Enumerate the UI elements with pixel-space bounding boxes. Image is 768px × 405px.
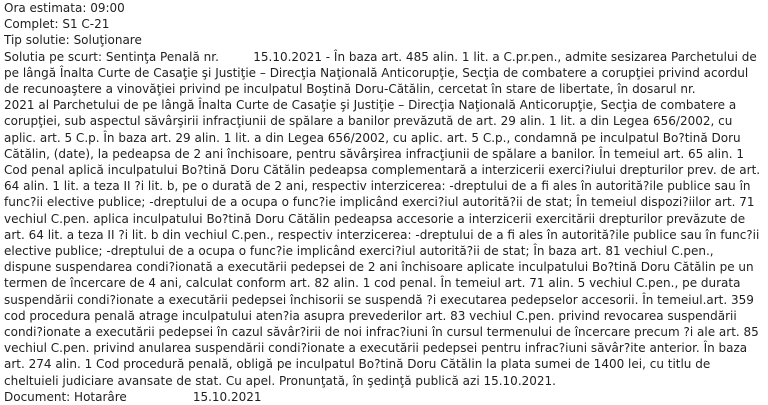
- document-row: [4, 389, 768, 405]
- solutia-pe-scurt-text: Sentinţa Penală nr. 15.10.2021 - În baza art. 485 alin. 1 lit. a C.pr.pen., admite sesizarea Parchetului de pe lângă Înalta Curte de Casaţie şi Justiţie – Direcţia Naţională Anticorupţie, Secţia de combatere a corupţiei privind acordul de recunoaştere a vinovăţiei privind pe inculpatul Boştină Doru-Cătălin, cercetat în stare de libertate, în dosarul nr. 2021 al Parchetului de pe lângă Înalta Curte de Casaţie şi Justiţie – Direcţia Naţională Anticorupţie, Secţia de combatere a corupţiei, sub aspectul săvârşirii infracţiunii de spălare a banilor prevăzută de art. 29 alin. 1 lit. a din Legea 656/2002, cu aplic. art. 5 C.p. În baza art. 29 alin. 1 lit. a din Legea 656/2002, cu aplic. art. 5 C.p., condamnă pe inculpatul Bo?tină Doru Cătălin, (date), la pedeapsa de 2 ani închisoare, pentru săvârşirea infracţiunii de spălare a banilor. În temeiul art. 65 alin. 1 Cod penal aplică inculpatului Bo?tină Doru Cătălin pedeapsa complementară a interzicerii exerci?iului drepturilor prev. de art. 64 alin. 1 lit. a teza II ?i lit. b, pe o durată de 2 ani, respectiv interzicerea: -dreptului de a fi ales în autorită?ile publice sau în func?ii elective publice; -dreptului de a ocupa o func?ie implicând exerci?iul autorită?ii de stat; În temeiul dispozi?iilor art. 71 vechiul C.pen. aplica inculpatului Bo?tină Doru Cătălin pedeapsa accesorie a interzicerii exercitării drepturilor prevăzute de art. 64 lit. a teza II ?i lit. b din vechiul C.pen., respectiv interzicerea: -dreptului de a fi ales în autorită?ile publice sau în func?ii elective publice; -dreptului de a ocupa o func?ie implicând exerci?iul autorită?ii de stat; În baza art. 81 vechiul C.pen., dispune suspendarea condi?ionată a executării pedepsei de 2 ani închisoare aplicate inculpatului Bo?tină Doru Cătălin pe un termen de încercare de 4 ani, calculat conform art. 82 alin. 1 cod penal. În temeiul art. 71 alin. 5 vechiul C.pen., pe durata suspendării condi?ionate a executării pedepsei închisorii se suspendă ?i executarea pedepselor accesorii. În temeiul.art. 359 cod procedura penală atrage inculpatului aten?ia asupra prevederilor art. 83 vechiul C.pen. privind revocarea suspendării condi?ionate a executării pedepsei în cazul săvâr?irii de noi infrac?iuni în cursul termenului de încercare precum ?i ale art. 85 vechiul C.pen. privind anularea suspendării condi?ionate a executării pedepsei pentru infrac?iuni săvâr?ite anterior. În baza art. 274 alin. 1 Cod procedură penală, obligă pe inculpatul Bo?tină Doru Cătălin la plata sumei de 1400 lei, cu titlu de cheltuieli judiciare avansate de stat. Cu apel. Pronunţată, în şedinţă publică azi 15.10.2021.: [4, 49, 764, 388]
- ora-estimata-label: Ora estimata:: [4, 1, 87, 15]
- ora-estimata-row: [4, 0, 768, 16]
- complet-label: Complet:: [4, 17, 59, 32]
- solutia-pe-scurt-label: Solutia pe scurt:: [4, 49, 103, 64]
- solutia-pe-scurt: [4, 49, 762, 389]
- document-type: Hotarâre: [74, 389, 127, 404]
- complet-row: [4, 16, 768, 32]
- complet-value: S1 C-21: [62, 17, 110, 32]
- tip-solutie-value: Soluţionare: [73, 33, 142, 48]
- document-date: 15.10.2021: [192, 389, 262, 404]
- tip-solutie-row: [4, 32, 768, 48]
- document-label: Document:: [4, 389, 71, 404]
- ora-estimata-value: 09:00: [90, 1, 125, 15]
- tip-solutie-label: Tip solutie:: [4, 33, 70, 48]
